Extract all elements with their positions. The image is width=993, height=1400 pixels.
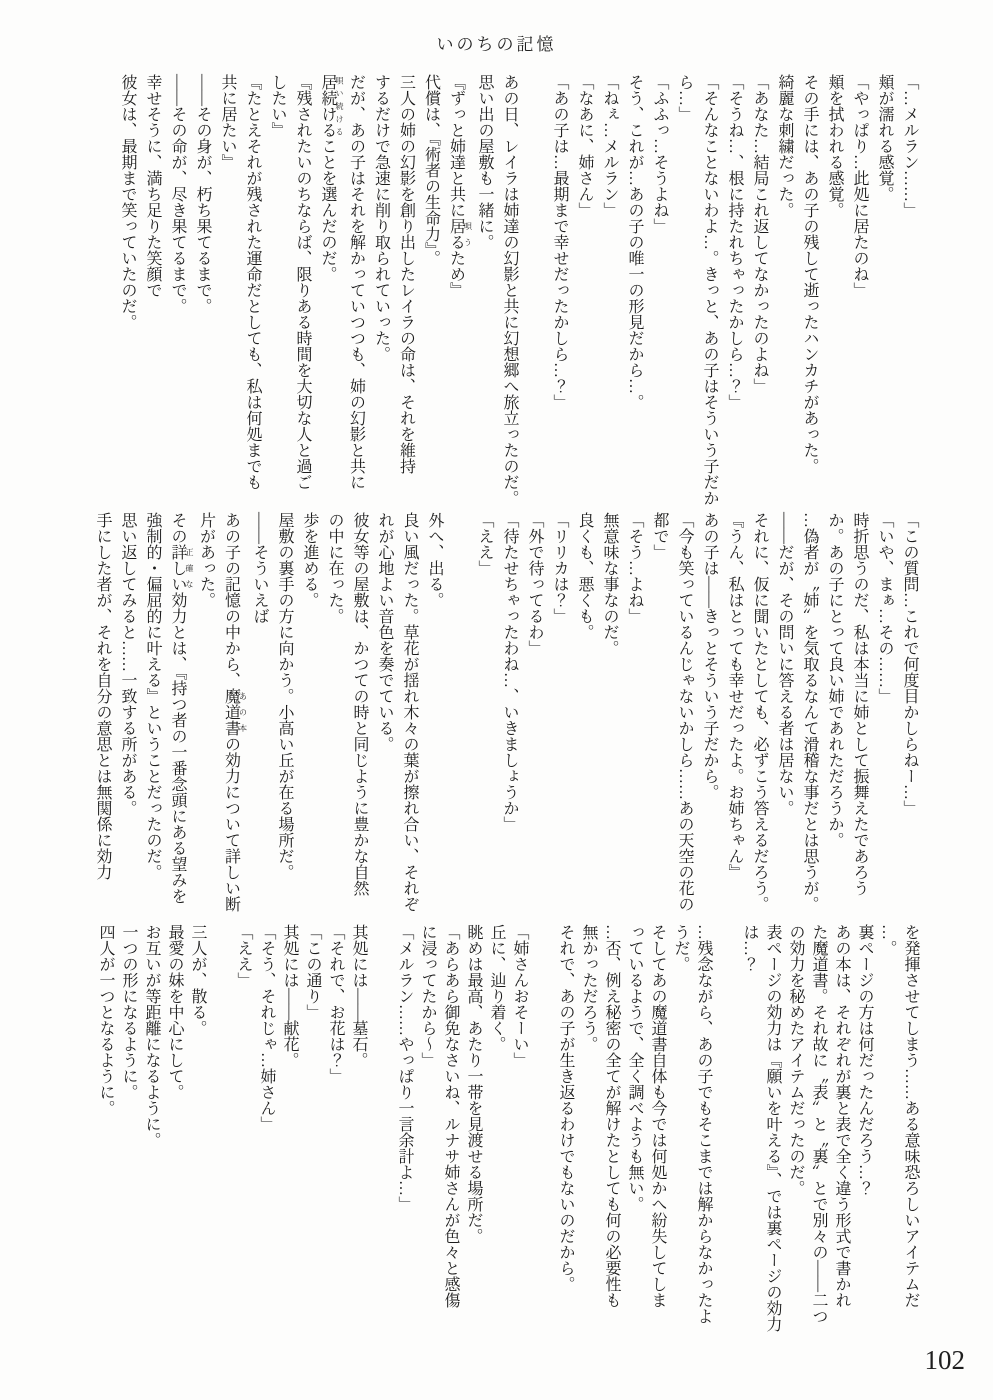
text-line: 「待たせちゃったわね…、いきましょうか」 [501,512,518,832]
text-line: あの日、レイラは姉達の幻影と共に幻想郷へ旅立ったのだ。 [501,74,518,506]
text-line: 三人が、散る。 [189,924,206,1036]
text-line: 時折思うのだ、私は本当に姉として振舞えたであろう [851,512,868,896]
text-line: 「そうね…、根に持たれちゃったかしら…？」 [726,74,743,410]
text-line: っているようで、全く調べようも無い。 [626,924,643,1212]
text-line: …。 [879,924,896,956]
text-line: 其処には――墓石。 [350,924,367,1068]
text-line: 「そんなことないわよ…。きっと、あの子はそういう子だか [701,74,718,506]
text-line: 思い出の屋敷も一緒に。 [476,74,493,250]
text-line: 幸せそうに、満ち足りた笑顔で [144,74,161,298]
text-line: それに、仮に聞いたとしても、必ずこう答えるだろう。 [751,512,768,912]
text-line: 「ええ」 [476,512,493,576]
text-line: そう、これが…あの子の唯一の形見だから…。 [626,74,643,410]
text-line: 「それで、お花は？」 [327,924,344,1084]
furigana-ruby: 詳しい 正確な [169,544,194,592]
text-band-3 [94,924,922,1344]
text-line: 最愛の妹を中心にして。 [166,924,183,1100]
text-line: を発揮させてしまう……ある意味恐ろしいアイテムだ [902,924,919,1308]
text-line: 「この質問…これで何度目かしらねー…」 [901,512,918,816]
text-line: 眺めは最高、あたり一帯を見渡せる場所だ。 [465,924,482,1244]
furigana-ruby: 魔道書 あの本 [222,688,248,736]
text-line: 頬が濡れる感覚。 [876,74,893,202]
text-line: 「外で待ってるわ」 [526,512,543,656]
text-line: 彼女等の屋敷は、かつての時と同じように豊かな自然 [351,512,368,896]
text-line: ――その命が、尽き果てるまで。 [169,74,186,314]
text-line: 外へ、出る。 [426,512,443,608]
text-line: 手にした者が、それを自分の意思とは無関係に効力 [94,512,111,880]
text-line: た魔道書。それ故に〝表〞と〝裏〞とで別々の――二つ [810,924,827,1324]
text-line: 一つの形になるように。 [120,924,137,1100]
text-line: 「この通り」 [304,924,321,1020]
text-line: 「あらあら御免なさいね、ルナサ姉さんが色々と感傷 [442,924,459,1308]
text-line: あの子の記憶の中から、魔道書 あの本の効力について詳しい断 [222,512,248,912]
text-line: 居続ける 唄い続けることを選んだのだ。 [319,74,344,282]
text-line: 良くも、悪くも。 [576,512,593,640]
text-line: 「いや、まぁ…その……」 [876,512,893,704]
text-line: そしてあの魔道書自体も今では何処かへ紛失してしま [649,924,666,1308]
text-line: 『ずっと姉達と共に居る 唄うため』 [447,74,473,298]
text-line: 「ええ」 [235,924,252,988]
text-line: …残念ながら、あの子でもそこまでは解からなかったよ [695,924,712,1324]
text-line: …否、例え秘密の全てが解けたとしても何の必要性も [603,924,620,1308]
text-line: 「あの子は…最期まで幸せだったかしら…？」 [551,74,568,410]
text-line: か。あの子にとって良い姉であれただろうか。 [826,512,843,848]
text-line: 片があった。 [197,512,215,608]
text-line: ――その身が、朽ち果てるまで。 [194,74,211,314]
text-line: 無意味な事なのだ。 [601,512,618,656]
text-line: 屋敷の裏手の方に向かう。小高い丘が在る場所だ。 [276,512,293,880]
text-line: 『たとえそれが残された運命だとしても、私は何処までも [244,74,261,490]
text-line: あの子は――きっとそういう子だから。 [701,512,718,800]
text-line: お互いが等距離になるように。 [143,924,160,1148]
text-line: 「ねぇ…メルラン」 [601,74,618,218]
text-line: うだ。 [672,924,689,972]
text-line: …偽者が〝姉〞を気取るなんて滑稽な事だとは思うが。 [801,512,818,912]
text-line: 三人の姉の幻影を創り出したレイラの命は、それを維持 [397,74,415,474]
text-line: 共に居たい』 [219,74,236,170]
text-line: それで、あの子が生き返るわけでもないのだから。 [557,924,574,1292]
furigana-ruby: 居続ける 唄い続ける [319,74,344,138]
text-line: 強制的・偏屈的に叶える』ということだったのだ。 [144,512,161,880]
furigana-ruby: 居る 唄う [447,218,473,250]
text-line: 頬を拭われる感覚。 [826,74,843,218]
text-line: の中に在った。 [326,512,343,624]
text-line: 良い風だった。草花が揺れ木々の葉が擦れ合い、それぞ [401,512,418,912]
text-line: は…？ [741,924,758,972]
text-line: ら…」 [676,74,693,122]
text-line: 「リリカは？」 [551,512,568,624]
text-line: その手には、あの子の残して逝ったハンカチがあった。 [801,74,818,474]
text-line: 「そう…よね」 [626,512,643,624]
text-line: 「…メルラン……」 [901,74,918,218]
text-line: 歩を進める。 [301,512,318,608]
text-line: 表ページの効力は『願いを叶える』、では裏ページの効力 [764,924,781,1332]
text-line: 裏ページの方は何だったんだろう…？ [856,924,873,1196]
text-line: 都で」 [651,512,668,560]
text-line: 『残されたいのちならば、限りある時間を大切な人と過ご [294,74,311,490]
text-line: 丘に、辿り着く。 [488,924,505,1052]
text-line: 「そう、それじゃ…姉さん」 [258,924,275,1132]
text-line: 彼女は、最期まで笑っていたのだ。 [119,74,136,330]
text-line: ――そういえば [251,512,268,624]
text-line: その詳しい 正確な効力とは、『持つ者の一番念頭にある望みを [169,512,194,904]
text-band-1 [115,74,922,510]
text-line: に浸ってたから〜」 [419,924,436,1068]
text-line: 代償は、『術者の生命力』。 [422,74,440,266]
text-line: 「ふふっ…そうよね」 [651,74,668,234]
text-line: 無かっただろう。 [580,924,597,1052]
text-line: 「姉さんおそーい」 [511,924,528,1068]
text-line: 四人が一つとなるように。 [97,924,114,1116]
text-line: 其処には――献花。 [281,924,298,1068]
text-line: れが心地よい音色を奏でている。 [376,512,393,752]
page-number: 102 [924,1345,965,1375]
text-line: 「あなた…結局これ返してなかったのよね」 [751,74,768,394]
text-line: 「メルラン……やっぱり一言余計よ…」 [396,924,413,1212]
text-line: 『うん、私はとっても幸せだったよ。お姉ちゃん』 [726,512,743,880]
text-line: 思い返してみると……一致する所がある。 [119,512,136,816]
text-band-2 [90,512,922,920]
text-line: だが、あの子はそれを解かっていつつも、姉の幻影と共に [347,74,365,490]
text-line: あの本は、それぞれが裏と表で全く違う形式で書かれ [833,924,850,1308]
text-line: 「やっぱり…此処に居たのね」 [851,74,868,298]
text-line: 「今も笑っているんじゃないかしら……あの天空の花の [676,512,693,912]
page-title: いのちの記憶 [436,35,557,54]
text-line: したい』 [269,74,286,138]
text-line: の効力を秘めたアイテムだったのだ。 [787,924,804,1196]
text-line: 「なあに、姉さん」 [576,74,593,218]
text-line: するだけで急速に削り取られていった。 [372,74,390,362]
text-line: 綺麗な刺繍だった。 [776,74,793,218]
text-line: ――だが、その問いに答える者は居ない。 [776,512,793,816]
